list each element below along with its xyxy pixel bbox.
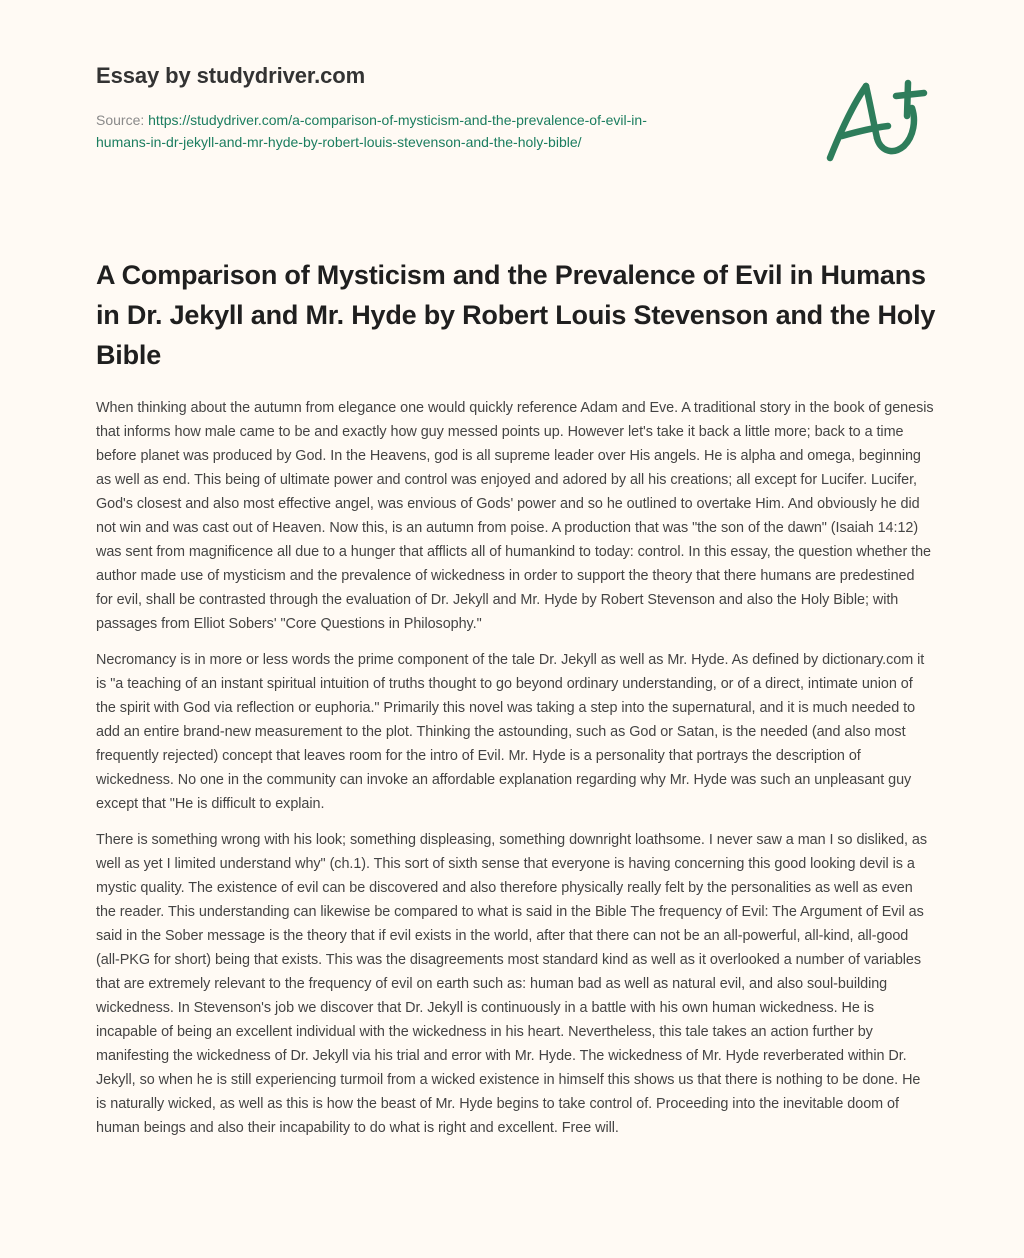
article-paragraph: There is something wrong with his look; something displeasing, something downright loathsome. I never saw a man I so disliked, as well as yet I limited understand why" (ch.1). This sort of sixth sense that everyone is having concerning this good looking devil is a mystic quality. The existence of evil can be discovered and also therefore physically really felt by the personalities as well as even the reader. This understanding can likewise be compared to what is said in the Bible The frequency of Evil: The Argument of Evil as said in the Sober message is the theory that if evil exists in the world, after that there can not be an all-powerful, all-kind, all-good (all-PKG for short) being that exists. This was the disagreements most standard kind as well as it overlooked a number of variables that are extremely relevant to the frequency of evil on earth such as: human bad as well as natural evil, and also soul-building wickedness. In Stevenson's job we discover that Dr. Jekyll is continuously in a battle with his own human wickedness. He is incapable of being an excellent individual with the wickedness in his heart. Nevertheless, this tale takes an action further by manifesting the wickedness of Dr. Jekyll via his trial and error with Mr. Hyde. The wickedness of Mr. Hyde reverberated within Dr. Jekyll, so when he is still experiencing turmoil from a wicked existence in himself this shows us that there is nothing to be done. He is naturally wicked, as well as this is how the beast of Mr. Hyde begins to take control of. Proceeding into the inevitable doom of human beings and also their incapability to do what is right and excellent. Free will.	[96, 832, 928, 1136]
source-link-line-2: humans-in-dr-jekyll-and-mr-hyde-by-robert-louis-stevenson-and-the-holy-bible/	[96, 134, 582, 150]
article-paragraph: Necromancy is in more or less words the prime component of the tale Dr. Jekyll as well as Mr. Hyde. As defined by dictionary.com it is "a teaching of an instant spiritual intuition of truths thought to go beyond ordinary understanding, or of a direct, intimate union of the spirit with God via reflection or euphoria." Primarily this novel was taking a step into the supernatural, and it is much needed to add an entire brand-new measurement to the plot. Thinking the astounding, such as God or Satan, is the needed (and also most frequently rejected) concept that leaves room for the intro of Evil. Mr. Hyde is a personality that portrays the description of wickedness. No one in the community can invoke an affordable explanation regarding why Mr. Hyde was such an unpleasant guy except that "He is difficult to explain.	[96, 652, 925, 812]
source-link-line-1: https://studydriver.com/a-comparison-of-mysticism-and-the-prevalence-of-evil-in-	[148, 112, 647, 128]
site-title: Essay by studydriver.com	[96, 63, 366, 88]
a-plus-grade-icon	[820, 68, 930, 168]
article-title: A Comparison of Mysticism and the Prevalence of Evil in Humans in Dr. Jekyll and Mr. Hyde by Robert Louis Stevenson and the Holy Bible	[96, 260, 936, 370]
page-header	[96, 62, 796, 153]
source-label: Source:	[96, 112, 145, 128]
article-paragraph: When thinking about the autumn from elegance one would quickly reference Adam and Eve. A traditional story in the book of genesis that informs how male came to be and exactly how guy messed points up. However let's take it back a little more; back to a time before planet was produced by God. In the Heavens, god is all supreme leader over His angels. He is alpha and omega, beginning as well as end. This being of ultimate power and control was enjoyed and adored by all his creations; all except for Lucifer. Lucifer, God's closest and also most effective angel, was envious of Gods' power and so he outlined to overtake Him. And obviously he did not win and was cast out of Heaven. Now this, is an autumn from poise. A production that was "the son of the dawn" (Isaiah 14:12) was sent from magnificence all due to a hunger that afflicts all of humankind to today: control. In this essay, the question whether the author made use of mysticism and the prevalence of wickedness in order to support the theory that there humans are predestined for evil, shall be contrasted through the evaluation of Dr. Jekyll and Mr. Hyde by Robert Stevenson and also the Holy Bible; with passages from Elliot Sobers' "Core Questions in Philosophy."	[96, 400, 934, 632]
source-link[interactable]	[96, 112, 647, 150]
article-body	[96, 396, 934, 1152]
source-line	[96, 109, 796, 153]
